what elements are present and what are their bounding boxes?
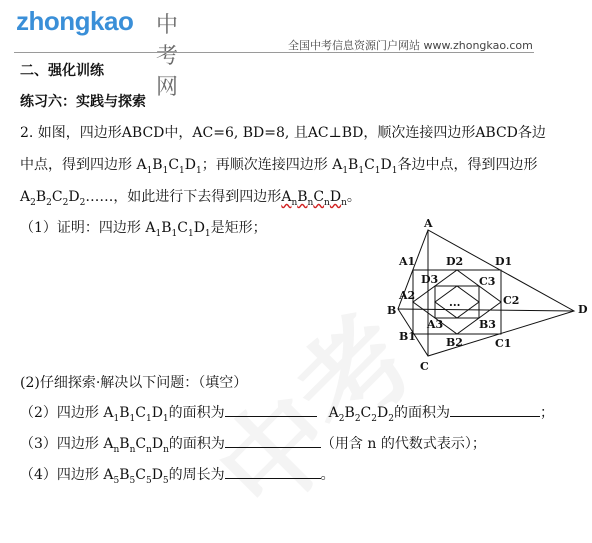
answer-blank-2b[interactable] xyxy=(450,404,540,417)
label-A: A xyxy=(424,217,433,230)
section-title: 二、强化训练 xyxy=(20,63,104,79)
answer-blank-4[interactable] xyxy=(225,466,321,479)
site-tagline[interactable]: 全国中考信息资源门户网站 www.zhongkao.com xyxy=(288,39,533,52)
label-D: D xyxy=(578,303,588,316)
label-B2: B2 xyxy=(446,336,463,349)
question-4: （4）四边形 $A_5B_5C_5D_5$的周长为 。 xyxy=(20,467,335,486)
label-A1: A1 xyxy=(399,255,416,268)
label-A2: A2 xyxy=(399,289,416,302)
problem-line-1: 2. 如图，四边形ABCD中，AC=6, BD=8, 且AC⊥BD，顺次连接四边形ABCD各边 xyxy=(20,125,546,141)
logo-latin: zhongkao xyxy=(16,6,134,36)
label-dots: ... xyxy=(449,296,461,309)
label-B1: B1 xyxy=(399,330,416,343)
problem-line-2: 中点，得到四边形 $A_1B_1C_1D_1$；再顺次连接四边形 $A_1B_1C_1D_1$各边中点，得到四边形 xyxy=(20,157,538,176)
label-C2: C2 xyxy=(503,294,520,307)
header-divider xyxy=(14,52,534,53)
logo-chinese: 中考网 xyxy=(156,13,179,100)
answer-blank-2a[interactable] xyxy=(225,404,317,417)
label-D3: D3 xyxy=(421,273,439,286)
label-D1: D1 xyxy=(495,255,513,268)
question-2: （2）四边形 $A_1B_1C_1D_1$的面积为 $A_2B_2C_2D_2$的面积为 ； xyxy=(20,405,554,424)
question-3: （3）四边形 $A_nB_nC_nD_n$的面积为 （用含 n 的代数式表示）； xyxy=(20,436,486,455)
label-C: C xyxy=(420,360,429,373)
answer-blank-3[interactable] xyxy=(225,435,321,448)
label-C3: C3 xyxy=(479,275,496,288)
label-B: B xyxy=(387,304,397,317)
label-A3: A3 xyxy=(427,318,444,331)
label-C1: C1 xyxy=(495,337,512,350)
question-intro: (2)仔细探索·解决以下问题：（填空） xyxy=(20,375,248,391)
question-1: （1）证明：四边形 $A_1B_1C_1D_1$是矩形； xyxy=(20,220,267,239)
exercise-title: 练习六：实践与探索 xyxy=(20,94,146,110)
label-D2: D2 xyxy=(446,255,464,268)
geometry-figure xyxy=(386,214,590,376)
quad-abcd xyxy=(398,230,574,356)
label-B3: B3 xyxy=(479,318,496,331)
problem-line-3: $A_2B_2C_2D_2\dots\dots$，如此进行下去得到四边形$A_nB_nC_nD_n$。 xyxy=(20,189,361,208)
